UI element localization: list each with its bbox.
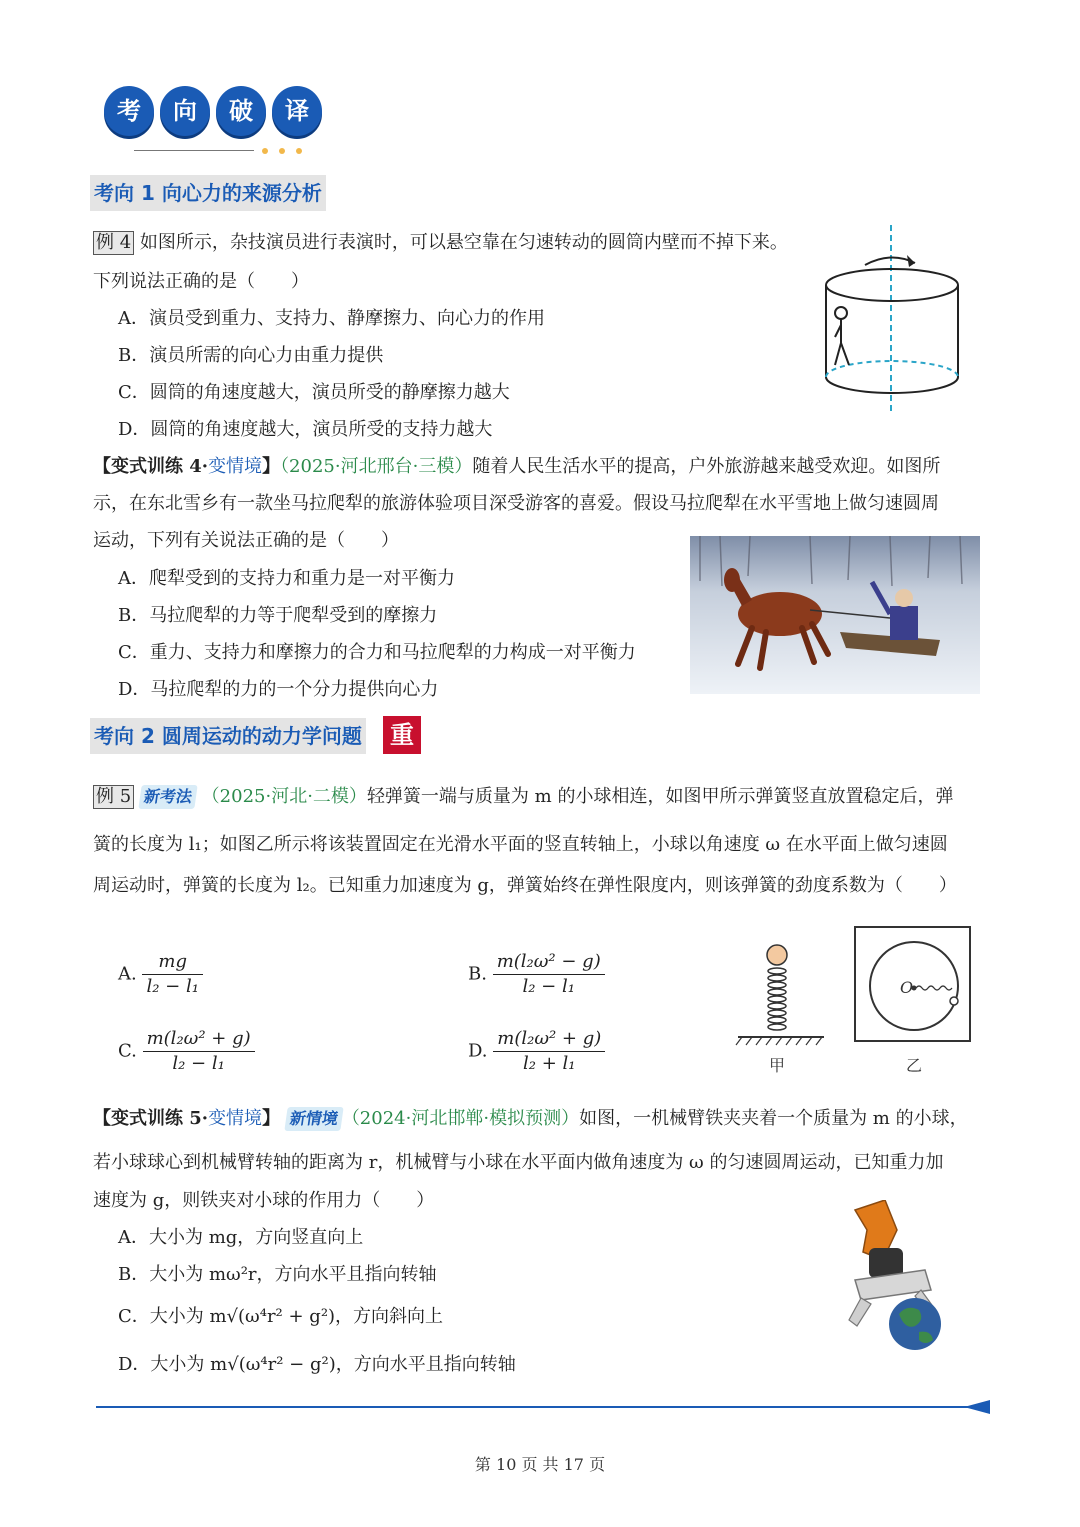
dot: [296, 148, 302, 154]
variant4-text1: 随着人民生活水平的提高，户外旅游越来越受欢迎。如图所: [472, 456, 941, 477]
example4-option-b: B．演员所需的向心力由重力提供: [118, 345, 384, 366]
example5-option-d: [468, 1027, 605, 1076]
variant4-line1: [93, 455, 940, 479]
dot: [279, 148, 285, 154]
numerator: m(l₂ω² + g): [143, 1027, 255, 1052]
example5-option-b: [468, 950, 605, 999]
variant5-option-c: C．大小为 m√(ω⁴r² + g²)，方向斜向上: [118, 1306, 444, 1327]
section1-title: 考向 1 向心力的来源分析: [90, 175, 326, 211]
variant5-suffix: 】: [262, 1108, 281, 1129]
variant4-line3: 运动，下列有关说法正确的是（ ）: [93, 530, 399, 551]
cylinder-figure: [815, 225, 975, 415]
example5-label: 例 5: [93, 785, 134, 809]
variant5-line1: [93, 1107, 968, 1131]
badge-yi: 译: [272, 86, 322, 136]
example4-option-a: A．演员受到重力、支持力、静摩擦力、向心力的作用: [118, 308, 545, 329]
fraction: [493, 950, 605, 999]
denominator: l₂ − l₁: [522, 976, 575, 997]
variant5-kind: 变情境: [208, 1108, 263, 1129]
section2-title: 考向 2 圆周运动的动力学问题: [90, 718, 366, 754]
variant5-tag: 新情境: [284, 1107, 343, 1131]
numerator: mg: [142, 950, 202, 975]
example4-line2: 下列说法正确的是（ ）: [93, 271, 309, 292]
option-label: D.: [468, 1040, 488, 1062]
footer-rule: [96, 1406, 972, 1408]
example5-option-a: [118, 950, 203, 999]
example5-text1: 轻弹簧一端与质量为 m 的小球相连，如图甲所示弹簧竖直放置稳定后，弹: [366, 786, 954, 807]
example5-line2: 簧的长度为 l₁；如图乙所示将该装置固定在光滑水平面的竖直转轴上，小球以角速度 ω 在水平面上做匀速圆: [93, 834, 948, 855]
example4-option-c: C．圆筒的角速度越大，演员所受的静摩擦力越大: [118, 382, 510, 403]
numerator: m(l₂ω² + g): [493, 1027, 605, 1052]
fraction: [142, 950, 202, 999]
option-label: A.: [118, 963, 137, 985]
variant4-suffix: 】: [262, 456, 281, 477]
label-jia: 甲: [768, 1056, 786, 1075]
variant4-kind: 变情境: [208, 456, 263, 477]
variant5-text1: 如图，一机械臂铁夹夹着一个质量为 m 的小球，: [579, 1108, 968, 1129]
option-label: B.: [468, 963, 487, 985]
robot-arm-figure: [835, 1200, 950, 1360]
badge-xiang: 向: [160, 86, 210, 136]
example4-label: 例 4: [93, 231, 134, 255]
variant5-source: （2024·河北邯郸·模拟预测）: [341, 1108, 580, 1129]
variant4-option-c: C．重力、支持力和摩擦力的合力和马拉爬犁的力构成一对平衡力: [118, 642, 636, 663]
variant5-option-b: B．大小为 mω²r，方向水平且指向转轴: [118, 1264, 437, 1285]
variant4-line2: 示，在东北雪乡有一款坐马拉爬犁的旅游体验项目深受游客的喜爱。假设马拉爬犁在水平雪地上做匀速圆周: [93, 493, 939, 514]
page-number: 第 10 页 共 17 页: [474, 1455, 606, 1474]
footer-arrow: [964, 1399, 992, 1415]
example5-option-c: [118, 1027, 255, 1076]
denominator: l₂ − l₁: [172, 1053, 225, 1074]
spring-figures: [730, 925, 980, 1085]
variant5-option-d: D．大小为 m√(ω⁴r² − g²)，方向水平且指向转轴: [118, 1354, 516, 1375]
header-divider: [134, 150, 254, 151]
numerator: m(l₂ω² − g): [493, 950, 605, 975]
fraction: [493, 1027, 605, 1076]
label-yi: 乙: [905, 1056, 923, 1075]
variant4-option-d: D．马拉爬犁的力的一个分力提供向心力: [118, 679, 439, 700]
denominator: l₂ + l₁: [523, 1053, 576, 1074]
variant4-source: （2025·河北邢台·三模）: [280, 456, 473, 477]
denominator: l₂ − l₁: [146, 976, 199, 997]
example5-line1: [93, 785, 953, 809]
variant5-line2: 若小球球心到机械臂转轴的距离为 r，机械臂与小球在水平面内做角速度为 ω 的匀速圆周运动，已知重力加: [93, 1152, 944, 1173]
variant4-option-a: A．爬犁受到的支持力和重力是一对平衡力: [118, 568, 455, 589]
badge-kao: 考: [104, 86, 154, 136]
variant5-line3: 速度为 g，则铁夹对小球的作用力（ ）: [93, 1190, 435, 1211]
variant5-option-a: A．大小为 mg，方向竖直向上: [118, 1227, 364, 1248]
badge-po: 破: [216, 86, 266, 136]
example4-text: 如图所示，杂技演员进行表演时，可以悬空靠在匀速转动的圆筒内壁而不掉下来。: [139, 232, 788, 253]
variant4-prefix: 【变式训练 4·: [93, 456, 209, 477]
example5-source: （2025·河北·二模）: [201, 786, 367, 807]
example5-tag: 新考法: [138, 785, 197, 809]
fraction: [143, 1027, 255, 1076]
dot: [262, 148, 268, 154]
option-label: C.: [118, 1040, 137, 1062]
horse-sleigh-photo: [690, 536, 980, 694]
variant5-prefix: 【变式训练 5·: [93, 1108, 209, 1129]
example4-option-d: D．圆筒的角速度越大，演员所受的支持力越大: [118, 419, 493, 440]
example4-line1: [93, 231, 788, 255]
variant4-option-b: B．马拉爬犁的力等于爬犁受到的摩擦力: [118, 605, 438, 626]
important-badge: 重: [383, 716, 421, 754]
label-o: O: [900, 978, 914, 997]
example5-line3: 周运动时，弹簧的长度为 l₂。已知重力加速度为 g，弹簧始终在弹性限度内，则该弹簧的劲度系数为（ ）: [93, 875, 957, 896]
